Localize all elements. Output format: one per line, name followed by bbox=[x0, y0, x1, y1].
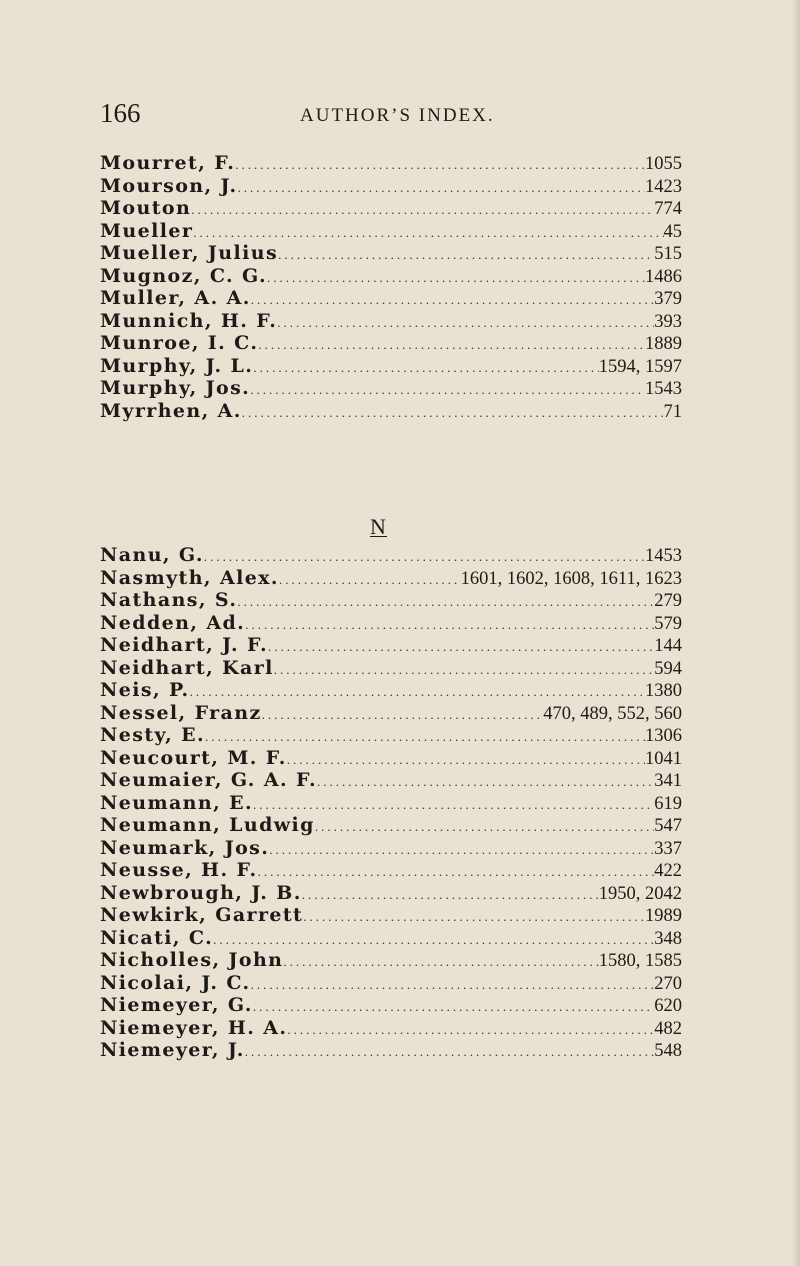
index-entry bbox=[100, 287, 682, 310]
dot-leader bbox=[315, 816, 654, 837]
dot-leader bbox=[268, 636, 654, 657]
entry-pages: 579 bbox=[654, 613, 682, 634]
dot-leader bbox=[193, 222, 663, 243]
entry-name: Niemeyer, G. bbox=[100, 994, 253, 1016]
dot-leader bbox=[274, 659, 654, 680]
entry-name: Neidhart, J. F. bbox=[100, 634, 269, 656]
index-entry bbox=[100, 972, 682, 995]
index-entry bbox=[100, 724, 682, 747]
entry-pages: 547 bbox=[654, 816, 682, 836]
dot-leader bbox=[258, 861, 655, 882]
entry-name: Niemeyer, J. bbox=[100, 1039, 245, 1061]
entry-pages: 341 bbox=[654, 771, 682, 791]
index-entry bbox=[100, 265, 682, 288]
entry-name: Munnich, H. F. bbox=[100, 309, 278, 332]
dot-leader bbox=[287, 749, 645, 770]
entry-pages: 393 bbox=[654, 311, 682, 332]
index-entry bbox=[100, 197, 682, 220]
dot-leader bbox=[213, 929, 654, 950]
entry-pages: 1306 bbox=[645, 726, 682, 746]
index-entry bbox=[100, 657, 682, 680]
entry-pages: 1889 bbox=[645, 334, 682, 354]
index-entry bbox=[100, 332, 682, 355]
entry-pages: 71 bbox=[663, 401, 682, 422]
entry-pages: 1380 bbox=[645, 681, 682, 701]
index-entry bbox=[100, 589, 682, 612]
entry-name: Mouton bbox=[100, 197, 192, 219]
entry-pages: 1041 bbox=[645, 748, 682, 769]
page-edge-shadow bbox=[792, 0, 800, 1266]
index-entry bbox=[100, 355, 682, 378]
index-entry bbox=[100, 949, 682, 972]
entry-name: Neumark, Jos. bbox=[100, 836, 270, 859]
entry-pages: 774 bbox=[654, 199, 682, 219]
dot-leader bbox=[317, 771, 654, 792]
entry-pages: 1423 bbox=[645, 176, 682, 197]
dot-leader bbox=[277, 312, 654, 333]
entry-pages: 594 bbox=[654, 658, 682, 679]
dot-leader bbox=[191, 199, 654, 220]
dot-leader bbox=[279, 569, 461, 590]
index-entry bbox=[100, 544, 682, 567]
index-section-n bbox=[100, 544, 682, 1062]
entry-name: Nicolai, J. C. bbox=[100, 971, 251, 994]
entry-name: Neucourt, M. F. bbox=[100, 746, 287, 769]
index-entry bbox=[100, 859, 682, 882]
dot-leader bbox=[262, 704, 544, 725]
index-entry bbox=[100, 400, 682, 423]
entry-pages: 548 bbox=[654, 1041, 682, 1061]
dot-leader bbox=[245, 1041, 654, 1062]
dot-leader bbox=[278, 244, 654, 265]
index-entry bbox=[100, 792, 682, 815]
entry-name: Nanu, G. bbox=[100, 544, 204, 566]
dot-leader bbox=[303, 906, 645, 927]
index-entry bbox=[100, 1039, 682, 1062]
entry-name: Neumann, E. bbox=[100, 791, 254, 814]
entry-pages: 279 bbox=[654, 591, 682, 611]
dot-leader bbox=[251, 974, 655, 995]
entry-name: Neidhart, Karl bbox=[100, 656, 274, 679]
entry-name: Mueller, Julius bbox=[100, 242, 279, 264]
entry-pages: 1950, 2042 bbox=[598, 883, 682, 904]
index-entry bbox=[100, 747, 682, 770]
entry-name: Murphy, Jos. bbox=[100, 377, 251, 399]
dot-leader bbox=[253, 794, 654, 815]
dot-leader bbox=[204, 546, 645, 567]
entry-pages: 1453 bbox=[645, 546, 682, 566]
dot-leader bbox=[251, 289, 654, 310]
index-entry bbox=[100, 612, 682, 635]
entry-pages: 45 bbox=[663, 221, 682, 242]
entry-name: Newbrough, J. B. bbox=[100, 881, 302, 904]
entry-pages: 620 bbox=[654, 996, 682, 1016]
index-entry bbox=[100, 904, 682, 927]
index-section-m bbox=[100, 152, 682, 422]
entry-name: Muller, A. A. bbox=[100, 287, 251, 309]
index-entry bbox=[100, 837, 682, 860]
entry-pages: 1580, 1585 bbox=[598, 951, 682, 971]
entry-name: Neusse, H. F. bbox=[100, 859, 258, 881]
entry-name: Nesty, E. bbox=[100, 724, 206, 746]
entry-name: Nathans, S. bbox=[100, 589, 238, 611]
index-entry bbox=[100, 242, 682, 265]
index-entry bbox=[100, 175, 682, 198]
dot-leader bbox=[269, 839, 654, 860]
entry-pages: 144 bbox=[654, 636, 682, 656]
entry-name: Niemeyer, H. A. bbox=[100, 1016, 288, 1039]
entry-name: Nicati, C. bbox=[100, 926, 214, 949]
index-entry bbox=[100, 634, 682, 657]
entry-pages: 348 bbox=[654, 928, 682, 949]
entry-pages: 619 bbox=[654, 793, 682, 814]
dot-leader bbox=[250, 379, 645, 400]
dot-leader bbox=[253, 357, 598, 378]
entry-name: Nedden, Ad. bbox=[100, 611, 246, 634]
entry-name: Mourson, J. bbox=[100, 174, 238, 197]
page-header bbox=[100, 98, 682, 134]
entry-name: Neis, P. bbox=[100, 679, 190, 701]
entry-name: Mueller bbox=[100, 219, 194, 242]
dot-leader bbox=[235, 154, 645, 175]
entry-name: Neumaier, G. A. F. bbox=[100, 769, 317, 791]
index-entry bbox=[100, 814, 682, 837]
entry-name: Murphy, J. L. bbox=[100, 354, 254, 377]
index-entry bbox=[100, 882, 682, 905]
entry-name: Myrrhen, A. bbox=[100, 399, 242, 422]
dot-leader bbox=[283, 951, 598, 972]
entry-pages: 270 bbox=[654, 973, 682, 994]
entry-pages: 337 bbox=[654, 838, 682, 859]
dot-leader bbox=[267, 267, 645, 288]
entry-name: Mourret, F. bbox=[100, 152, 236, 174]
entry-name: Mugnoz, C. G. bbox=[100, 264, 268, 287]
entry-name: Munroe, I. C. bbox=[100, 332, 259, 354]
index-entry bbox=[100, 310, 682, 333]
entry-name: Nessel, Franz bbox=[100, 701, 262, 724]
entry-name: Nasmyth, Alex. bbox=[100, 566, 279, 589]
dot-leader bbox=[253, 996, 654, 1017]
entry-name: Neumann, Ludwig bbox=[100, 814, 315, 836]
entry-name: Nicholles, John bbox=[100, 949, 284, 971]
index-entry bbox=[100, 377, 682, 400]
dot-leader bbox=[190, 681, 645, 702]
entry-pages: 422 bbox=[654, 861, 682, 881]
entry-pages: 470, 489, 552, 560 bbox=[543, 703, 682, 724]
dot-leader bbox=[205, 726, 645, 747]
entry-pages: 1601, 1602, 1608, 1611, 1623 bbox=[460, 568, 682, 589]
index-entry bbox=[100, 927, 682, 950]
entry-pages: 515 bbox=[654, 244, 682, 264]
dot-leader bbox=[258, 334, 645, 355]
entry-name: Newkirk, Garrett bbox=[100, 904, 304, 926]
dot-leader bbox=[237, 591, 654, 612]
index-entry bbox=[100, 220, 682, 243]
entry-pages: 1543 bbox=[645, 379, 682, 399]
index-entry bbox=[100, 994, 682, 1017]
entry-pages: 1989 bbox=[645, 906, 682, 926]
entry-pages: 1486 bbox=[645, 266, 682, 287]
dot-leader bbox=[245, 614, 654, 635]
entry-pages: 1055 bbox=[645, 154, 682, 174]
section-heading-n: N bbox=[370, 514, 387, 539]
entry-pages: 379 bbox=[654, 289, 682, 309]
entry-pages: 1594, 1597 bbox=[598, 356, 682, 377]
index-entry bbox=[100, 567, 682, 590]
dot-leader bbox=[237, 177, 645, 198]
index-entry bbox=[100, 702, 682, 725]
page-number: 166 bbox=[100, 98, 141, 128]
dot-leader bbox=[242, 402, 664, 423]
index-entry bbox=[100, 769, 682, 792]
dot-leader bbox=[302, 884, 599, 905]
dot-leader bbox=[287, 1019, 654, 1040]
running-head: AUTHOR’S INDEX. bbox=[300, 105, 495, 126]
index-entry bbox=[100, 152, 682, 175]
index-entry bbox=[100, 679, 682, 702]
index-entry bbox=[100, 1017, 682, 1040]
entry-pages: 482 bbox=[654, 1018, 682, 1039]
